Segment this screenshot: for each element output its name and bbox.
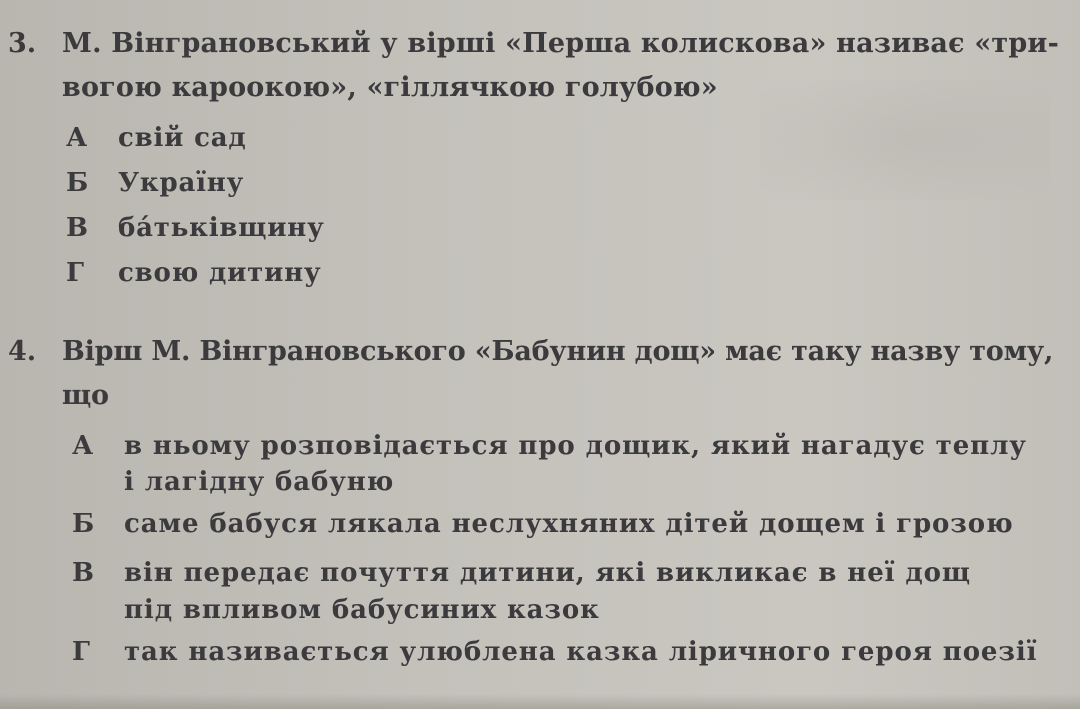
option-letter: А	[72, 431, 94, 461]
option-letter: В	[72, 558, 94, 588]
question-4	[0, 330, 1080, 667]
option-letter: А	[66, 123, 88, 153]
page-bottom-shadow	[0, 694, 1080, 709]
question-stem-line	[0, 374, 1080, 418]
option-text: і лагідну бабуню	[124, 467, 395, 497]
option-letter: Г	[72, 637, 90, 667]
option-letter: Г	[66, 258, 84, 288]
option-text: Україну	[118, 168, 245, 198]
question-text: Вірш М. Вінграновського «Бабунин дощ» має таку назву тому,	[62, 336, 1054, 367]
question-stem-line	[0, 330, 1080, 374]
option-text: ба́тьківщину	[118, 213, 325, 243]
question-text: М. Вінграновський у вірші «Перша колискова» називає «три-	[62, 28, 1060, 59]
question-text: вогою кароокою», «гіллячкою голубою»	[62, 72, 718, 103]
option-letter: В	[66, 213, 88, 243]
option-text: свою дитину	[118, 258, 322, 288]
option-text: в ньому розповідається про дощик, який нагадує теплу	[124, 431, 1027, 461]
question-text: що	[62, 380, 109, 411]
question-number: 4.	[8, 336, 37, 367]
option-text: саме бабуся лякала неслухняних дітей дощем і грозою	[124, 509, 1014, 539]
option-letter: Б	[66, 168, 89, 198]
question-number: 3.	[8, 28, 37, 59]
option-text: так називається улюблена казка ліричного героя поезії	[124, 637, 1038, 667]
option-text: свій сад	[118, 123, 247, 153]
option-text: під впливом бабусиних казок	[124, 595, 600, 625]
option-letter: Б	[72, 509, 95, 539]
question-stem-line	[0, 66, 1080, 110]
option-text: він передає почуття дитини, які викликає в неї дощ	[124, 558, 971, 588]
question-stem-line	[0, 22, 1080, 66]
question-3	[0, 22, 1080, 288]
